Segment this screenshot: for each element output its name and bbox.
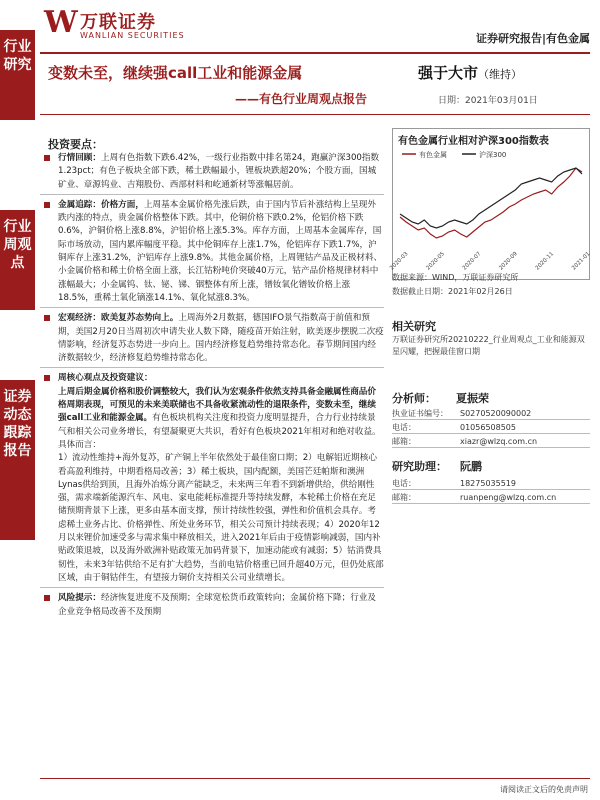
bullet-lead: 周核心观点及投资建议：: [58, 373, 153, 384]
rating-sub: （维持）: [478, 68, 523, 81]
analyst-name: 夏振荣: [456, 392, 489, 405]
bullet-text: 经济恢复进度不及预期；全球宽松货币政策转向；金属价格下降；行业及企业竞争格局改善不及预期: [58, 593, 376, 617]
divider: [40, 307, 384, 308]
report-subtitle: ——有色行业周观点报告: [235, 92, 368, 106]
label: 电话：: [392, 423, 416, 432]
bullet-risk: [40, 592, 384, 619]
relative-index-chart: [389, 148, 592, 272]
assistant-label: 研究助理：: [392, 460, 447, 473]
bullet-lead: 风险提示：: [58, 593, 101, 604]
bullet-text: 上周有色指数下跌6.42%，一级行业指数中排名第24，跑赢沪深300指数1.23pct；有色子板块全部下跌，稀土跌幅最小，锂板块跌超20%；个股方面，国城矿业、章源钨业、吉翔股份、西部材料和屹通新材等涨幅居前。: [58, 153, 380, 190]
x-tick-label: 2020-05: [425, 251, 446, 272]
legend-label-1: 沪深300: [479, 151, 507, 159]
bullet-square-icon: [44, 202, 50, 208]
bullet-square-icon: [44, 155, 50, 161]
footer-divider: [40, 778, 590, 779]
divider: [40, 367, 384, 368]
x-tick-label: 2020-09: [498, 251, 519, 272]
side-tab-industry-research: 行业研究: [0, 30, 35, 120]
divider: [392, 447, 590, 448]
core-view-text: 有色板块机构关注度和投资力度明显提升，合力行业持续景气和相关公司业务增长，有望凝聚更大共识，看好有色板块2021年相对和绝对收益。具体而言：: [58, 413, 381, 450]
header-divider: [40, 52, 590, 54]
label: 邮箱：: [392, 493, 416, 502]
chart-cutoff: 数据截止日期：2021年02月26日: [392, 287, 513, 296]
analyst-mail: [392, 436, 537, 447]
value[interactable]: xiazr@wlzq.com.cn: [460, 437, 538, 446]
assistant-tel: [392, 478, 516, 489]
related-link[interactable]: 万联证券研究所20210222_行业周观点_工业和能源双星闪耀，把握最佳窗口期: [392, 335, 585, 356]
x-tick-label: 2020-07: [461, 251, 483, 272]
bullet-lead: 宏观经济：欧美复苏态势向上。: [58, 313, 179, 324]
divider: [392, 433, 590, 434]
bullet-square-icon: [44, 595, 50, 601]
disclaimer-note: 请阅读正文后的免责声明: [500, 785, 588, 794]
related-heading: 相关研究: [392, 320, 436, 333]
core-view-emphasis: 上周后期金属价格和股价调整较大，我们认为宏观条件依然支持具备金融属性商品价格周期表现，可预见的未来美联储也不具备收紧流动性的退限条件，变数未至，继续强call工业和能源金属。: [58, 386, 376, 424]
core-view-body: [40, 386, 384, 585]
bullet-lead: 金属追踪：价格方面，: [58, 199, 144, 210]
report-date: 日期：2021年03月01日: [438, 96, 538, 106]
assistant-mail: [392, 492, 556, 503]
side-tab-weekly-view: 行业周观点: [0, 210, 35, 310]
legend-label-0: 有色金属: [419, 151, 447, 159]
analyst-tel: [392, 422, 516, 433]
rating: [418, 62, 522, 83]
divider: [392, 503, 590, 504]
value: 18275035519: [460, 479, 516, 488]
key-points-body: [40, 152, 384, 619]
value[interactable]: ruanpeng@wlzq.com.cn: [460, 493, 557, 502]
analyst-cert: [392, 408, 531, 419]
divider: [40, 587, 384, 588]
series-line-1: [400, 168, 582, 228]
bullet-square-icon: [44, 375, 50, 381]
bullet-core-view: [40, 372, 384, 385]
divider: [392, 489, 590, 490]
logo-cn: 万联证券: [80, 12, 156, 33]
logo-en: WANLIAN SECURITIES: [80, 31, 185, 40]
assistant-name: 阮鹏: [460, 460, 482, 473]
chart-title: 有色金属行业相对沪深300指数表: [398, 136, 549, 147]
rating-main: 强于大市: [418, 64, 479, 82]
analyst-label: 分析师：: [392, 392, 436, 405]
logo-mark-icon: W: [44, 5, 78, 40]
label: 邮箱：: [392, 437, 416, 446]
bullet-metal-tracking: [40, 199, 384, 305]
bullet-lead: 行情回顾：: [58, 153, 101, 163]
divider: [40, 194, 384, 195]
x-tick-label: 2020-03: [389, 251, 410, 272]
bullet-text: 上周海外2月数据，德国IFO景气指数高于前值和预期，美国2月20日当周初次申请失业人数下降，随疫苗开始注射，欧美逐步摆脱二次疫情影响，经济复苏态势进一步向上。国内经济修复趋势维持常态化。春节期间国内经济数据较少，经济修复趋势维持常态化。: [58, 313, 384, 364]
bullet-market-review: [40, 152, 384, 192]
bullet-macro: [40, 312, 384, 365]
x-tick-label: 2021-01: [571, 251, 592, 272]
title-divider: [40, 114, 590, 115]
logo: [44, 5, 204, 44]
bullet-square-icon: [44, 315, 50, 321]
chart-source: 数据来源：WIND，万联证券研究所: [392, 273, 519, 282]
label: 电话：: [392, 479, 416, 488]
core-view-items: 1）流动性维持+海外复苏，矿产铜上半年依然处于最佳窗口期；2）电解铝近期核心看高盈利维持，中期看格局改善；3）稀土板块，国内配额，美国芒廷帕斯和澳洲Lynas供给到顶，且海外冶炼分离产能缺乏，未来两三年看不到新增供给，供给刚性强，需求端新能源汽车、风电、家电能耗标准提升等持续发酵，本轮稀土价格在充足储预期背景下上涨，更多由基本面支撑，预计持续性较强，弹性和价值机会具存。考虑稀土业务占比、价格弹性、所处业务环节，相关公司预计持续表现；4）2020年12月以来锂价加速受多与需求集中释放相关，进入2021年后由于疫情影响减弱，国内补贴政策退坡，以及海外欧洲补贴政策无加码背景下，加速动能或有减弱；5）钴消费具韧性，未来3年钴供给不足有扩大趋势，当前电钴价格重已回升超40万元，但仍处底部区域，由于铜钴伴生，有望接力铜价支持相关公司业绩增长。: [58, 453, 384, 583]
header-report-type: 证券研究报告|有色金属: [475, 32, 590, 45]
label: 执业证书编号：: [392, 409, 448, 418]
x-tick-label: 2020-11: [534, 251, 556, 272]
report-title: 变数未至，继续强call工业和能源金属: [48, 64, 303, 82]
value: S0270520090002: [460, 409, 532, 418]
value: 01056508505: [460, 423, 516, 432]
bullet-text: 上周基本金属价格先涨后跌，由于国内节后补涨结构上呈现外跌内涨的特点，贵金属价格整体下跌。其中，伦铜价格下跌0.2%，伦铝价格下跌0.6%，沪铜价格上涨8.8%，沪铝价格上涨5.3%。库存方面，上周基本金属库存，国际市场放动，国内累库幅度平稳。其中伦铜库存上涨1.7%，伦铝库存下跌1.7%，沪铜库存上涨31.2%，沪铝库存上涨9.8%。其他金属价格，上周锂钴产品及正极材料、小金属价格和稀土价格全面上涨，长江钴粉吨价突破40万元，钴产品价格规律材料中涨幅最大；小金属钨、钛、铋、锑、铟整体有所上涨，镨钕氧化镨钕价格上涨18.5%，重稀土氧化镝涨14.1%、氧化铽涨8.3%。: [58, 199, 383, 303]
key-points-heading: 投资要点：: [48, 138, 103, 151]
side-tab-dynamic-report: 证券动态跟踪报告: [0, 380, 35, 540]
divider: [392, 419, 590, 420]
